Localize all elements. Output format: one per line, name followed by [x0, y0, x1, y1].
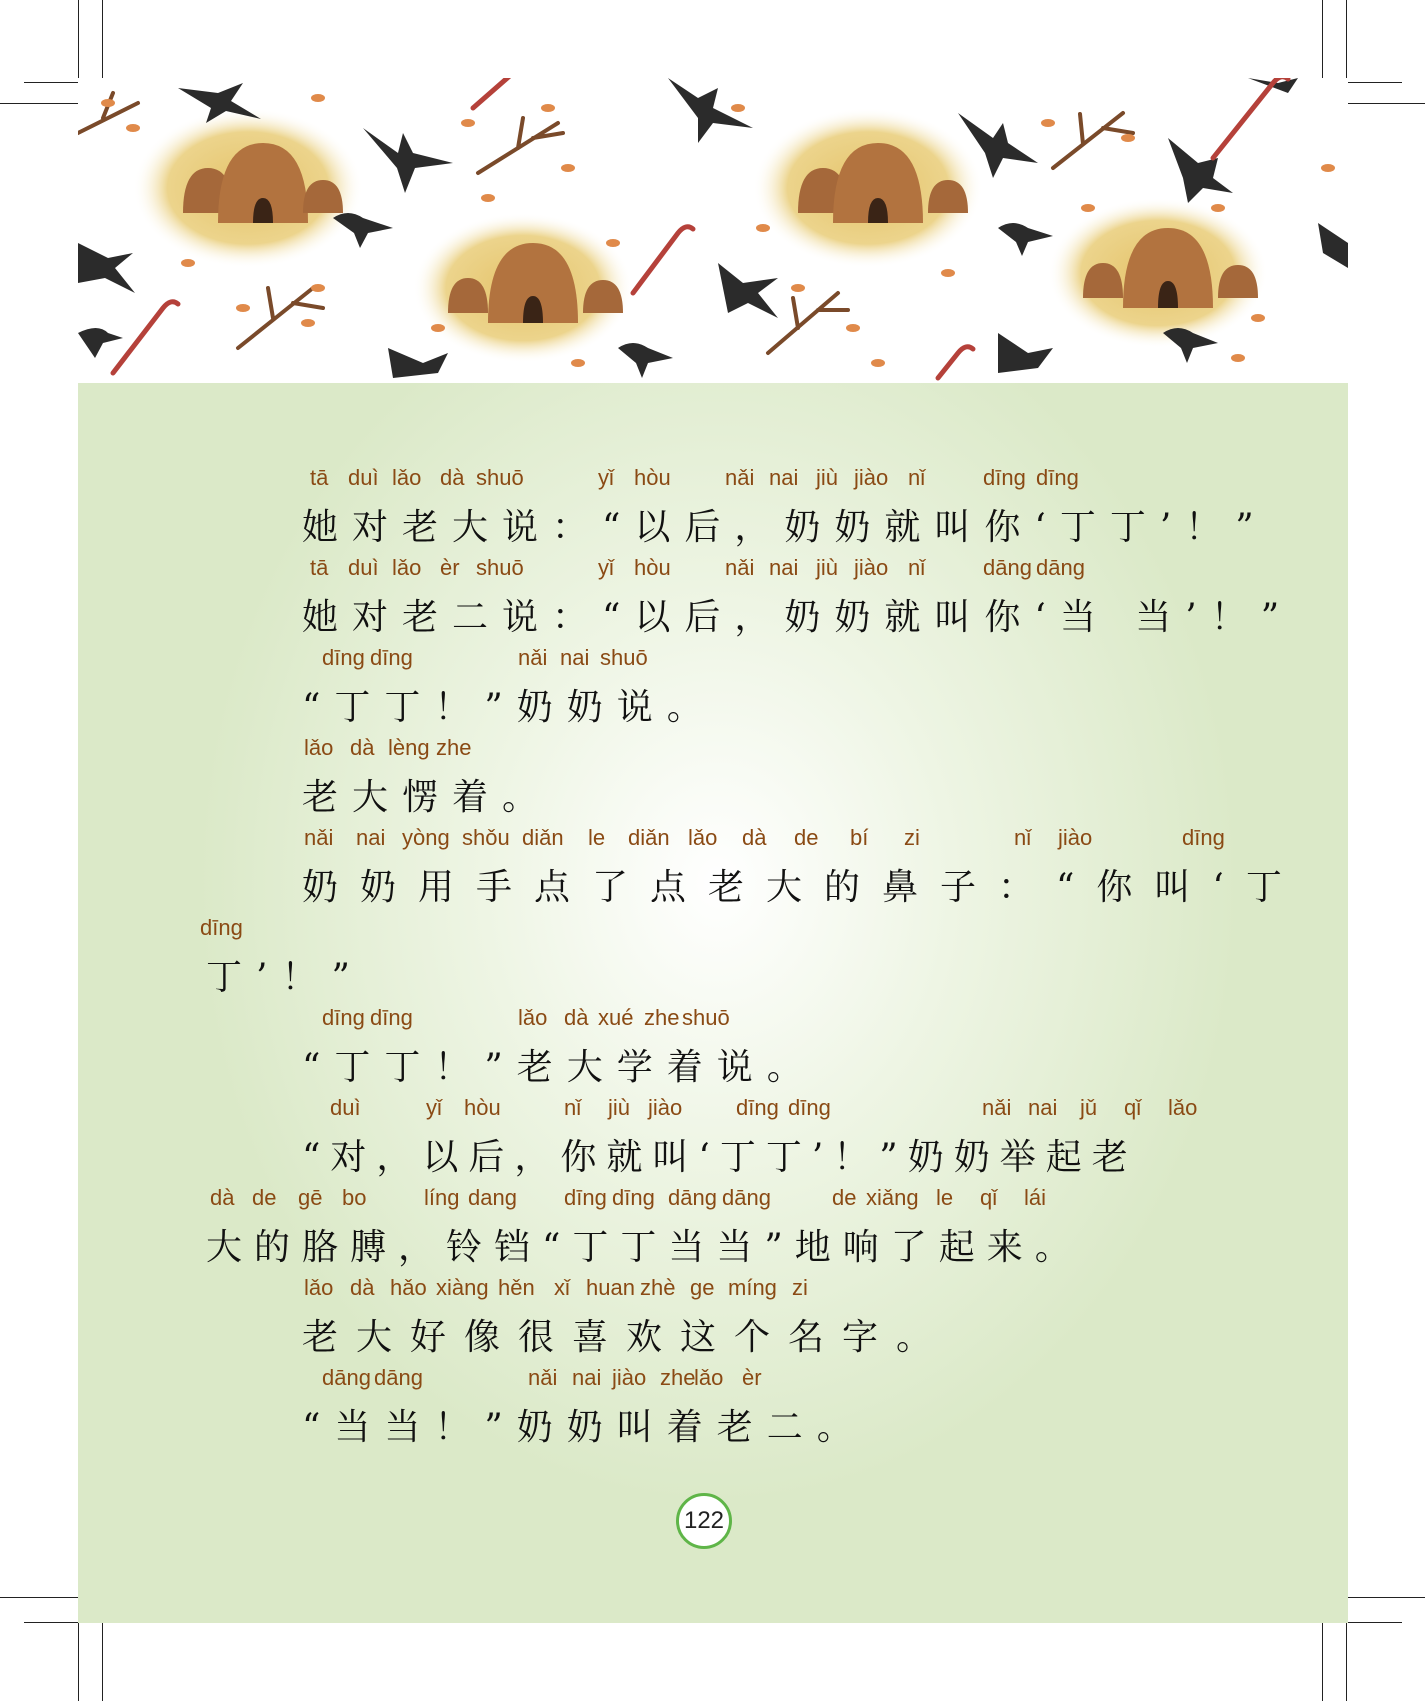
- pinyin-syllable: nǐ: [908, 465, 926, 490]
- leaf-icon: [1251, 314, 1265, 322]
- pinyin-syllable: nai: [356, 825, 386, 850]
- pinyin-syllable: xǐ: [554, 1275, 570, 1300]
- pinyin-syllable: dīng: [200, 915, 243, 940]
- pinyin-syllable: dīng: [736, 1095, 779, 1120]
- pinyin-syllable: jiù: [608, 1095, 631, 1120]
- leaf-icon: [871, 359, 885, 367]
- crop-mark: [102, 0, 103, 90]
- pinyin-syllable: dīng: [322, 1005, 365, 1030]
- pinyin-syllable: zhe: [660, 1365, 696, 1390]
- branch-icon: [238, 288, 323, 348]
- pinyin-syllable: qǐ: [980, 1185, 998, 1210]
- pinyin-syllable: xué: [598, 1005, 634, 1030]
- pinyin-syllable: nǎi: [304, 825, 334, 850]
- pinyin-syllable: zhe: [436, 735, 472, 760]
- pinyin-syllable: dāng: [322, 1365, 371, 1390]
- crow-icon: [998, 223, 1053, 256]
- crow-icon: [618, 343, 673, 378]
- pinyin-syllable: zi: [792, 1275, 808, 1300]
- leaf-icon: [571, 359, 585, 367]
- branch-icon: [768, 293, 848, 353]
- leaf-icon: [846, 324, 860, 332]
- pinyin-syllable: nǎi: [982, 1095, 1012, 1120]
- pinyin-syllable: bo: [342, 1185, 367, 1210]
- crow-icon: [1318, 223, 1348, 268]
- pinyin-syllable: zhe: [644, 1005, 680, 1030]
- pinyin-syllable: jǔ: [1080, 1095, 1098, 1120]
- pinyin-syllable: shuō: [682, 1005, 730, 1030]
- page-number: 122: [676, 1493, 732, 1549]
- leaf-icon: [1121, 134, 1135, 142]
- leaf-icon: [236, 304, 250, 312]
- crop-mark: [0, 1597, 80, 1598]
- hanzi-text: 大的胳膊，铃铛“丁丁当当”地响了起来。: [206, 1227, 1083, 1268]
- pinyin-syllable: shǒu: [462, 825, 510, 850]
- pinyin-syllable: jiù: [816, 465, 839, 490]
- pinyin-syllable: dà: [440, 465, 465, 490]
- pinyin-syllable: dà: [564, 1005, 589, 1030]
- cane-icon: [113, 302, 178, 373]
- leaf-icon: [101, 99, 115, 107]
- pinyin-syllable: dīng: [1036, 465, 1079, 490]
- hanzi-text: 老大愣着。: [302, 777, 553, 818]
- pinyin-syllable: lǎo: [392, 555, 422, 580]
- pinyin-syllable: hěn: [498, 1275, 535, 1300]
- pinyin-syllable: de: [832, 1185, 857, 1210]
- pinyin-syllable: hòu: [634, 465, 671, 490]
- pinyin-syllable: dà: [350, 1275, 375, 1300]
- pinyin-syllable: yǐ: [598, 555, 614, 580]
- illustration-banner: [78, 78, 1348, 383]
- hanzi-text: 老大好像很喜欢这个名字。: [302, 1317, 951, 1358]
- hut-cluster-icon: [753, 108, 983, 268]
- pinyin-syllable: nǎi: [518, 645, 548, 670]
- hanzi-text: 丁’！”: [206, 957, 364, 998]
- pinyin-syllable: dang: [468, 1185, 517, 1210]
- pinyin-syllable: dāng: [722, 1185, 771, 1210]
- pinyin-syllable: nǐ: [908, 555, 926, 580]
- pinyin-syllable: lái: [1024, 1185, 1047, 1210]
- pinyin-syllable: jiào: [612, 1365, 647, 1390]
- pinyin-syllable: nǎi: [725, 555, 755, 580]
- pinyin-syllable: nǐ: [1014, 825, 1032, 850]
- pinyin-syllable: èr: [440, 555, 460, 580]
- pinyin-syllable: jiù: [816, 555, 839, 580]
- cane-icon: [938, 347, 973, 378]
- crow-icon: [363, 128, 453, 193]
- leaf-icon: [311, 284, 325, 292]
- leaf-icon: [1041, 119, 1055, 127]
- pinyin-syllable: nǎi: [528, 1365, 558, 1390]
- hanzi-text: 奶奶用手点了点老大的鼻子：“你叫‘丁: [302, 867, 1304, 908]
- pinyin-syllable: yòng: [402, 825, 450, 850]
- cane-icon: [633, 227, 693, 293]
- leaf-icon: [1211, 204, 1225, 212]
- pinyin-syllable: nai: [769, 555, 799, 580]
- pinyin-syllable: dīng: [1182, 825, 1225, 850]
- pinyin-syllable: lǎo: [518, 1005, 548, 1030]
- pinyin-syllable: lǎo: [688, 825, 718, 850]
- pinyin-syllable: diǎn: [628, 825, 670, 850]
- leaf-icon: [181, 259, 195, 267]
- pinyin-syllable: dīng: [322, 645, 365, 670]
- crop-mark: [78, 0, 79, 80]
- branch-icon: [1053, 113, 1133, 168]
- pinyin-syllable: bí: [850, 825, 869, 850]
- pinyin-syllable: xiàng: [436, 1275, 489, 1300]
- pinyin-syllable: dāng: [668, 1185, 717, 1210]
- pinyin-syllable: dāng: [1036, 555, 1085, 580]
- pinyin-syllable: míng: [728, 1275, 777, 1300]
- crow-icon: [388, 348, 448, 378]
- crop-mark: [1345, 1597, 1425, 1598]
- pinyin-syllable: jiào: [1058, 825, 1093, 850]
- pinyin-syllable: yǐ: [426, 1095, 442, 1120]
- pinyin-syllable: shuō: [476, 465, 524, 490]
- crop-mark: [1322, 0, 1323, 90]
- pinyin-syllable: duì: [330, 1095, 361, 1120]
- pinyin-syllable: xiǎng: [866, 1185, 919, 1210]
- pinyin-syllable: èr: [742, 1365, 762, 1390]
- hut-cluster-icon: [1048, 198, 1268, 348]
- leaf-icon: [541, 104, 555, 112]
- hanzi-text: 她对老大说：“以后，奶奶就叫你‘丁丁’！”: [302, 507, 1268, 548]
- leaf-icon: [1321, 164, 1335, 172]
- hut-cluster-icon: [133, 108, 363, 268]
- leaf-icon: [311, 94, 325, 102]
- pinyin-syllable: dāng: [983, 555, 1032, 580]
- pinyin-syllable: nai: [560, 645, 590, 670]
- pinyin-syllable: qǐ: [1124, 1095, 1142, 1120]
- pinyin-syllable: shuō: [476, 555, 524, 580]
- leaf-icon: [301, 319, 315, 327]
- leaf-icon: [731, 104, 745, 112]
- crop-mark: [1345, 103, 1425, 104]
- pinyin-syllable: le: [588, 825, 606, 850]
- pinyin-syllable: nai: [769, 465, 799, 490]
- pinyin-syllable: dīng: [788, 1095, 831, 1120]
- leaf-icon: [481, 194, 495, 202]
- hanzi-text: “当当！”奶奶叫着老二。: [302, 1407, 867, 1448]
- leaf-icon: [756, 224, 770, 232]
- cane-icon: [1213, 78, 1288, 158]
- pinyin-syllable: jiào: [648, 1095, 683, 1120]
- pinyin-syllable: de: [794, 825, 819, 850]
- pinyin-syllable: nǎi: [725, 465, 755, 490]
- pinyin-syllable: tā: [310, 465, 329, 490]
- pinyin-syllable: nai: [572, 1365, 602, 1390]
- pinyin-syllable: dīng: [370, 1005, 413, 1030]
- pinyin-syllable: zi: [904, 825, 920, 850]
- pinyin-syllable: lǎo: [694, 1365, 724, 1390]
- pinyin-syllable: dīng: [564, 1185, 607, 1210]
- branch-icon: [478, 118, 563, 173]
- crop-mark: [1346, 1620, 1347, 1701]
- hanzi-text: “对，以后，你就叫‘丁丁’！”奶奶举起老: [302, 1137, 1138, 1178]
- pinyin-syllable: le: [936, 1185, 954, 1210]
- hanzi-text: 她对老二说：“以后，奶奶就叫你‘当 当’！”: [302, 597, 1294, 638]
- hanzi-text: “丁丁！”老大学着说。: [302, 1047, 817, 1088]
- pinyin-syllable: de: [252, 1185, 277, 1210]
- pinyin-syllable: yǐ: [598, 465, 614, 490]
- pinyin-syllable: dà: [742, 825, 767, 850]
- pinyin-syllable: dīng: [370, 645, 413, 670]
- leaf-icon: [1231, 354, 1245, 362]
- pinyin-syllable: diǎn: [522, 825, 564, 850]
- pinyin-syllable: zhè: [640, 1275, 676, 1300]
- leaf-icon: [461, 119, 475, 127]
- hut-cluster-icon: [413, 213, 633, 363]
- crop-mark: [0, 103, 80, 104]
- pinyin-syllable: gē: [298, 1185, 323, 1210]
- pinyin-syllable: lǎo: [304, 735, 334, 760]
- pinyin-syllable: ge: [690, 1275, 715, 1300]
- pinyin-syllable: dà: [350, 735, 375, 760]
- pinyin-syllable: huan: [586, 1275, 635, 1300]
- pinyin-syllable: duì: [348, 465, 379, 490]
- pinyin-syllable: dà: [210, 1185, 235, 1210]
- pinyin-syllable: dīng: [612, 1185, 655, 1210]
- crop-mark: [1346, 0, 1347, 80]
- pinyin-syllable: lǎo: [1168, 1095, 1198, 1120]
- hanzi-text: “丁丁！”奶奶说。: [302, 687, 717, 728]
- pinyin-syllable: dīng: [983, 465, 1026, 490]
- pinyin-syllable: hǎo: [390, 1275, 427, 1300]
- pinyin-syllable: lǎo: [304, 1275, 334, 1300]
- pinyin-syllable: jiào: [854, 465, 889, 490]
- story-panel: [78, 383, 1348, 1623]
- leaf-icon: [1081, 204, 1095, 212]
- pinyin-syllable: tā: [310, 555, 329, 580]
- pinyin-syllable: líng: [424, 1185, 460, 1210]
- pinyin-syllable: hòu: [464, 1095, 501, 1120]
- leaf-icon: [606, 239, 620, 247]
- pinyin-syllable: lǎo: [392, 465, 422, 490]
- crow-icon: [78, 243, 135, 293]
- pinyin-syllable: nai: [1028, 1095, 1058, 1120]
- crop-mark: [78, 1620, 79, 1701]
- pinyin-syllable: lèng: [388, 735, 430, 760]
- leaf-icon: [941, 269, 955, 277]
- crow-icon: [998, 333, 1053, 373]
- crow-icon: [78, 328, 123, 358]
- crow-icon: [718, 263, 778, 318]
- pinyin-syllable: shuō: [600, 645, 648, 670]
- leaf-icon: [126, 124, 140, 132]
- pinyin-syllable: jiào: [854, 555, 889, 580]
- leaf-icon: [791, 284, 805, 292]
- leaf-icon: [431, 324, 445, 332]
- banner-artwork: [78, 78, 1348, 383]
- pinyin-syllable: dāng: [374, 1365, 423, 1390]
- cane-icon: [473, 78, 513, 108]
- pinyin-syllable: nǐ: [564, 1095, 582, 1120]
- leaf-icon: [561, 164, 575, 172]
- pinyin-syllable: hòu: [634, 555, 671, 580]
- pinyin-syllable: duì: [348, 555, 379, 580]
